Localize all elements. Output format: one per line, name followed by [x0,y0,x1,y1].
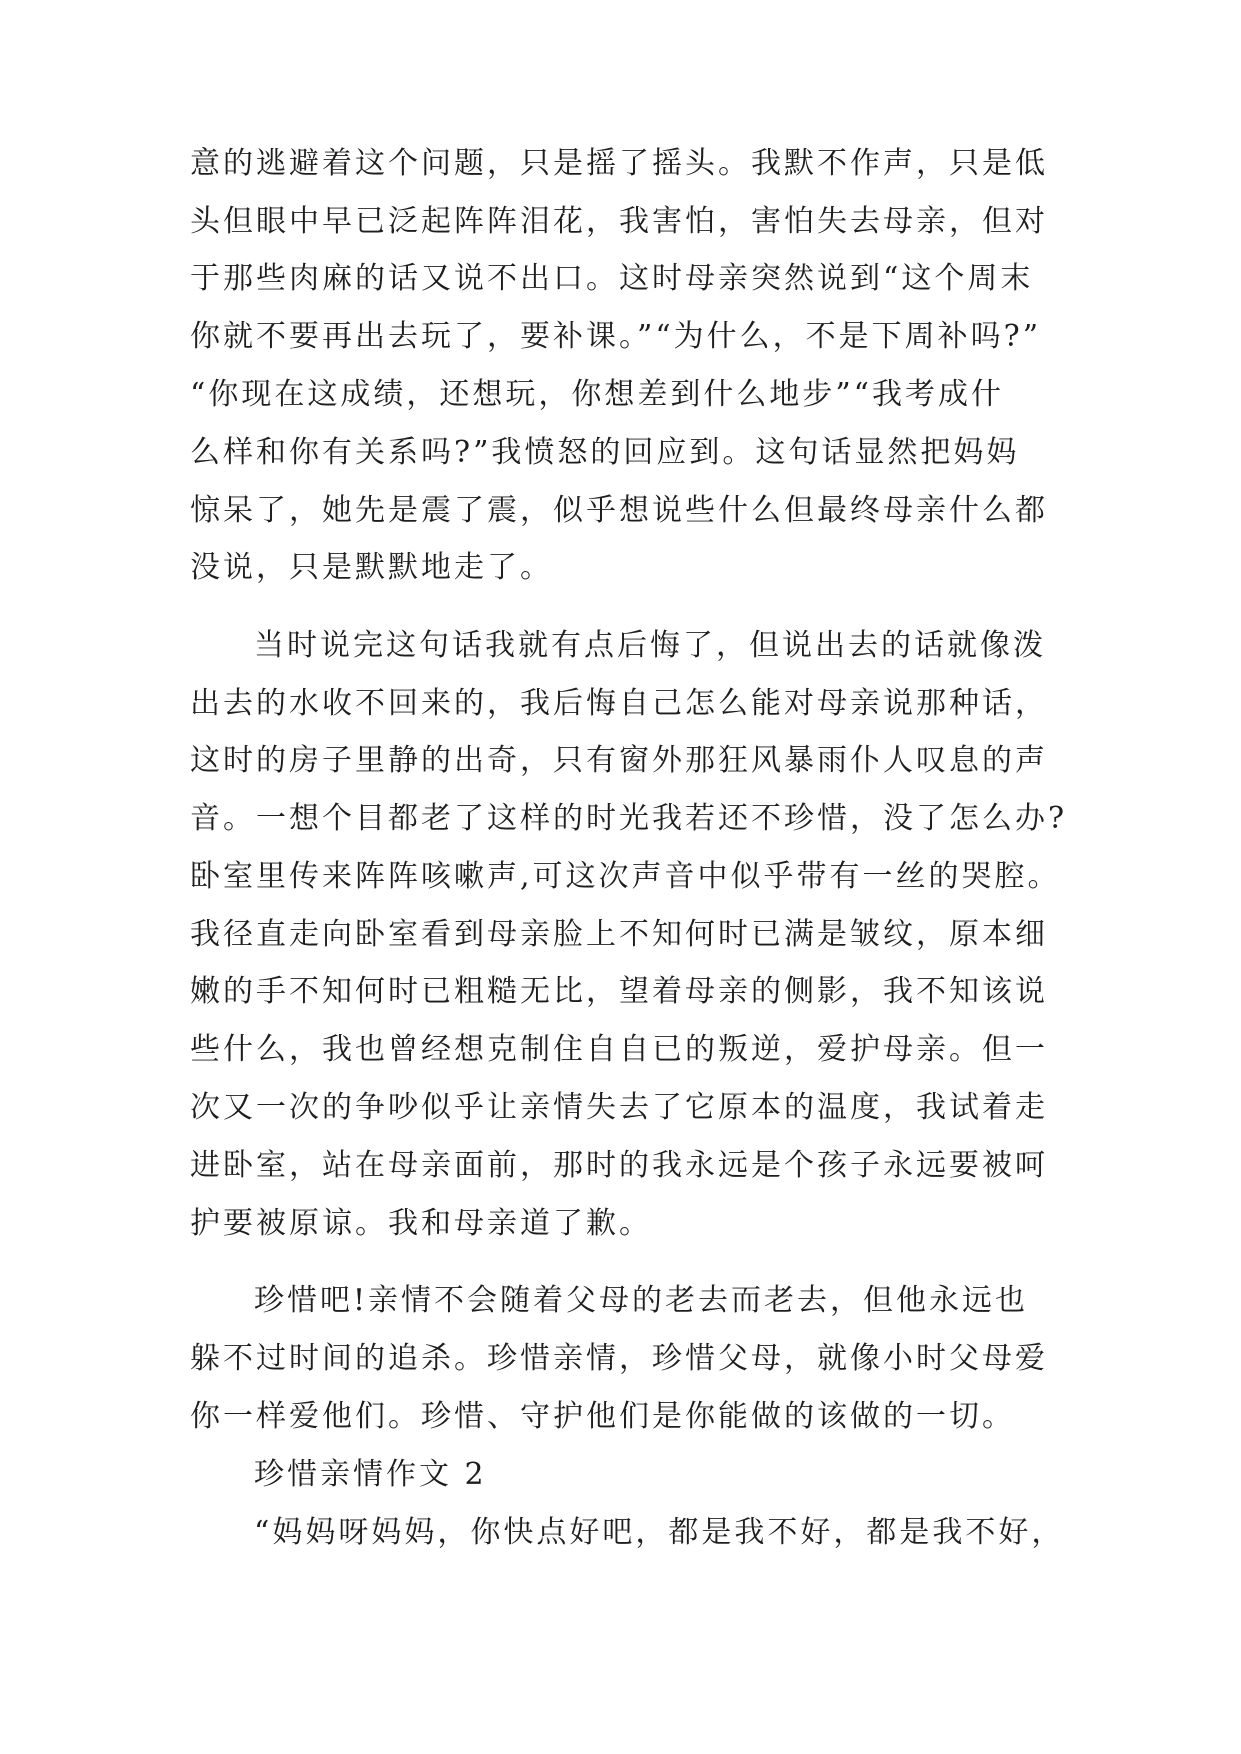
text-line: 嫩的手不知何时已粗糙无比，望着母亲的侧影，我不知该说 [190,974,1048,1009]
text-line: 这时的房子里静的出奇，只有窗外那狂风暴雨仆人叹息的声 [190,743,1048,778]
section-heading: 珍惜亲情作文 2 [254,1457,487,1492]
text-line: 出去的水收不回来的，我后悔自己怎么能对母亲说那种话， [190,686,1048,721]
text-line: 我径直走向卧室看到母亲脸上不知何时已满是皱纹，原本细 [190,917,1048,952]
paragraph-start-line: 当时说完这句话我就有点后悔了，但说出去的话就像泼 [254,628,1046,663]
text-line: 头但眼中早已泛起阵阵泪花，我害怕，害怕失去母亲，但对 [190,204,1048,239]
text-line: 没说，只是默默地走了。 [190,550,553,585]
text-line: 卧室里传来阵阵咳嗽声,可这次声音中似乎带有一丝的哭腔。 [190,859,1061,894]
text-line: 你就不要再出去玩了，要补课。”“为什么，不是下周补吗?” [190,319,1042,354]
text-line: 惊呆了，她先是震了震，似乎想说些什么但最终母亲什么都 [190,493,1048,528]
paragraph-start-line: “妈妈呀妈妈，你快点好吧，都是我不好，都是我不好， [254,1515,1065,1550]
text-line: 躲不过时间的追杀。珍惜亲情，珍惜父母，就像小时父母爱 [190,1341,1048,1376]
text-line: 次又一次的争吵似乎让亲情失去了它原本的温度，我试着走 [190,1090,1048,1125]
text-line: 进卧室，站在母亲面前，那时的我永远是个孩子永远要被呵 [190,1148,1048,1183]
text-line: 么样和你有关系吗?”我愤怒的回应到。这句话显然把妈妈 [190,435,1020,470]
text-line: 护要被原谅。我和母亲道了歉。 [190,1206,652,1241]
text-line: 音。一想个目都老了这样的时光我若还不珍惜，没了怎么办? [190,801,1068,836]
text-line: “你现在这成绩，还想玩，你想差到什么地步”“我考成什 [190,377,1005,412]
text-line: 些什么，我也曾经想克制住自自已的叛逆，爱护母亲。但一 [190,1032,1048,1067]
text-line: 于那些肉麻的话又说不出口。这时母亲突然说到“这个周末 [190,261,1034,296]
text-line: 意的逃避着这个问题，只是摇了摇头。我默不作声，只是低 [190,146,1048,181]
text-line: 你一样爱他们。珍惜、守护他们是你能做的该做的一切。 [190,1399,1015,1434]
paragraph-start-line: 珍惜吧!亲情不会随着父母的老去而老去，但他永远也 [254,1283,1029,1318]
